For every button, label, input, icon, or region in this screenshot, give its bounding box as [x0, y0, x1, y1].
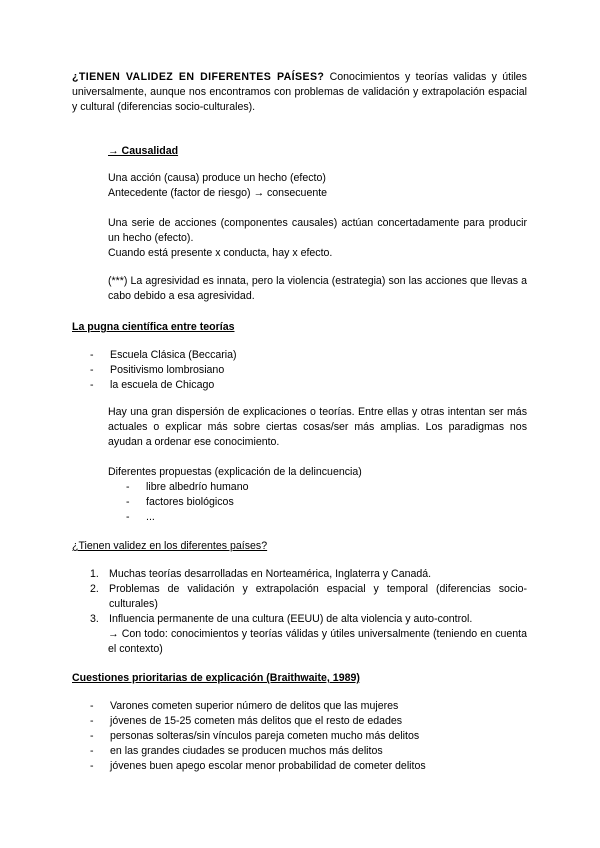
list-item: - Escuela Clásica (Beccaria) — [90, 349, 237, 361]
list-item: - la escuela de Chicago — [90, 379, 215, 391]
list-item: - personas solteras/sin vínculos pareja cometen mucho más delitos — [90, 730, 420, 742]
list-item: - jóvenes de 15-25 cometen más delitos que el resto de edades — [90, 715, 403, 727]
intro-heading: ¿TIENEN VALIDEZ EN DIFERENTES PAÍSES? — [72, 71, 325, 83]
causalidad-paragraph-1: Una serie de acciones (componentes causales) actúan concertadamente para producir un hecho (efecto). — [108, 217, 527, 244]
cuestiones-list — [90, 699, 426, 774]
validez-note: → Con todo: conocimientos y teorías válidas y útiles universalmente (teniendo en cuenta el contexto) — [108, 628, 527, 655]
pugna-paragraph: Hay una gran dispersión de explicaciones o teorías. Entre ellas y otras intentan ser más actuales o explicar más sobre ciertas cosas/ser más amplias. Los paradigmas nos ayudan a ordenar ese conocimiento. — [108, 406, 527, 448]
validez-title: ¿Tienen validez en los diferentes países? — [72, 540, 268, 552]
causalidad-line-1: Una acción (causa) produce un hecho (efecto) — [108, 172, 326, 184]
propuestas-list — [126, 480, 248, 525]
cuestiones-title: Cuestiones prioritarias de explicación (Braithwaite, 1989) — [72, 672, 360, 684]
list-item: - factores biológicos — [126, 496, 234, 508]
causalidad-paragraph-2: (***) La agresividad es innata, pero la violencia (estrategia) son las acciones que llevas a cabo debido a esa agresividad. — [108, 275, 527, 302]
pugna-list — [90, 348, 237, 393]
list-item: - Positivismo lombrosiano — [90, 364, 225, 376]
list-item: - Varones cometen superior número de delitos que las mujeres — [90, 700, 399, 712]
causalidad-line-2: Antecedente (factor de riesgo) → consecuente — [108, 187, 328, 199]
list-item: 1. Muchas teorías desarrolladas en Norteamérica, Inglaterra y Canadá. — [90, 568, 432, 580]
causalidad-title: → Causalidad — [108, 145, 179, 157]
validez-list — [90, 567, 527, 627]
list-item: - ... — [126, 511, 155, 523]
causalidad-line-3: Cuando está presente x conducta, hay x efecto. — [108, 247, 333, 259]
propuestas-label: Diferentes propuestas (explicación de la delincuencia) — [108, 466, 362, 478]
intro-paragraph — [72, 70, 527, 115]
list-item: - libre albedrío humano — [126, 481, 249, 493]
list-item: 3. Influencia permanente de una cultura (EEUU) de alta violencia y auto-control. — [90, 613, 473, 625]
list-item: 2. Problemas de validación y extrapolación espacial y temporal (diferencias socio-culturales) — [90, 583, 527, 610]
list-item: - jóvenes buen apego escolar menor probabilidad de cometer delitos — [90, 760, 426, 772]
list-item: - en las grandes ciudades se producen muchos más delitos — [90, 745, 383, 757]
pugna-title: La pugna científica entre teorías — [72, 321, 235, 333]
intro-text: Conocimientos y teorías validas y útiles universalmente, aunque nos encontramos con problemas de validación y extrapolación espacial y cultural (diferencias socio-culturales). — [72, 71, 527, 113]
